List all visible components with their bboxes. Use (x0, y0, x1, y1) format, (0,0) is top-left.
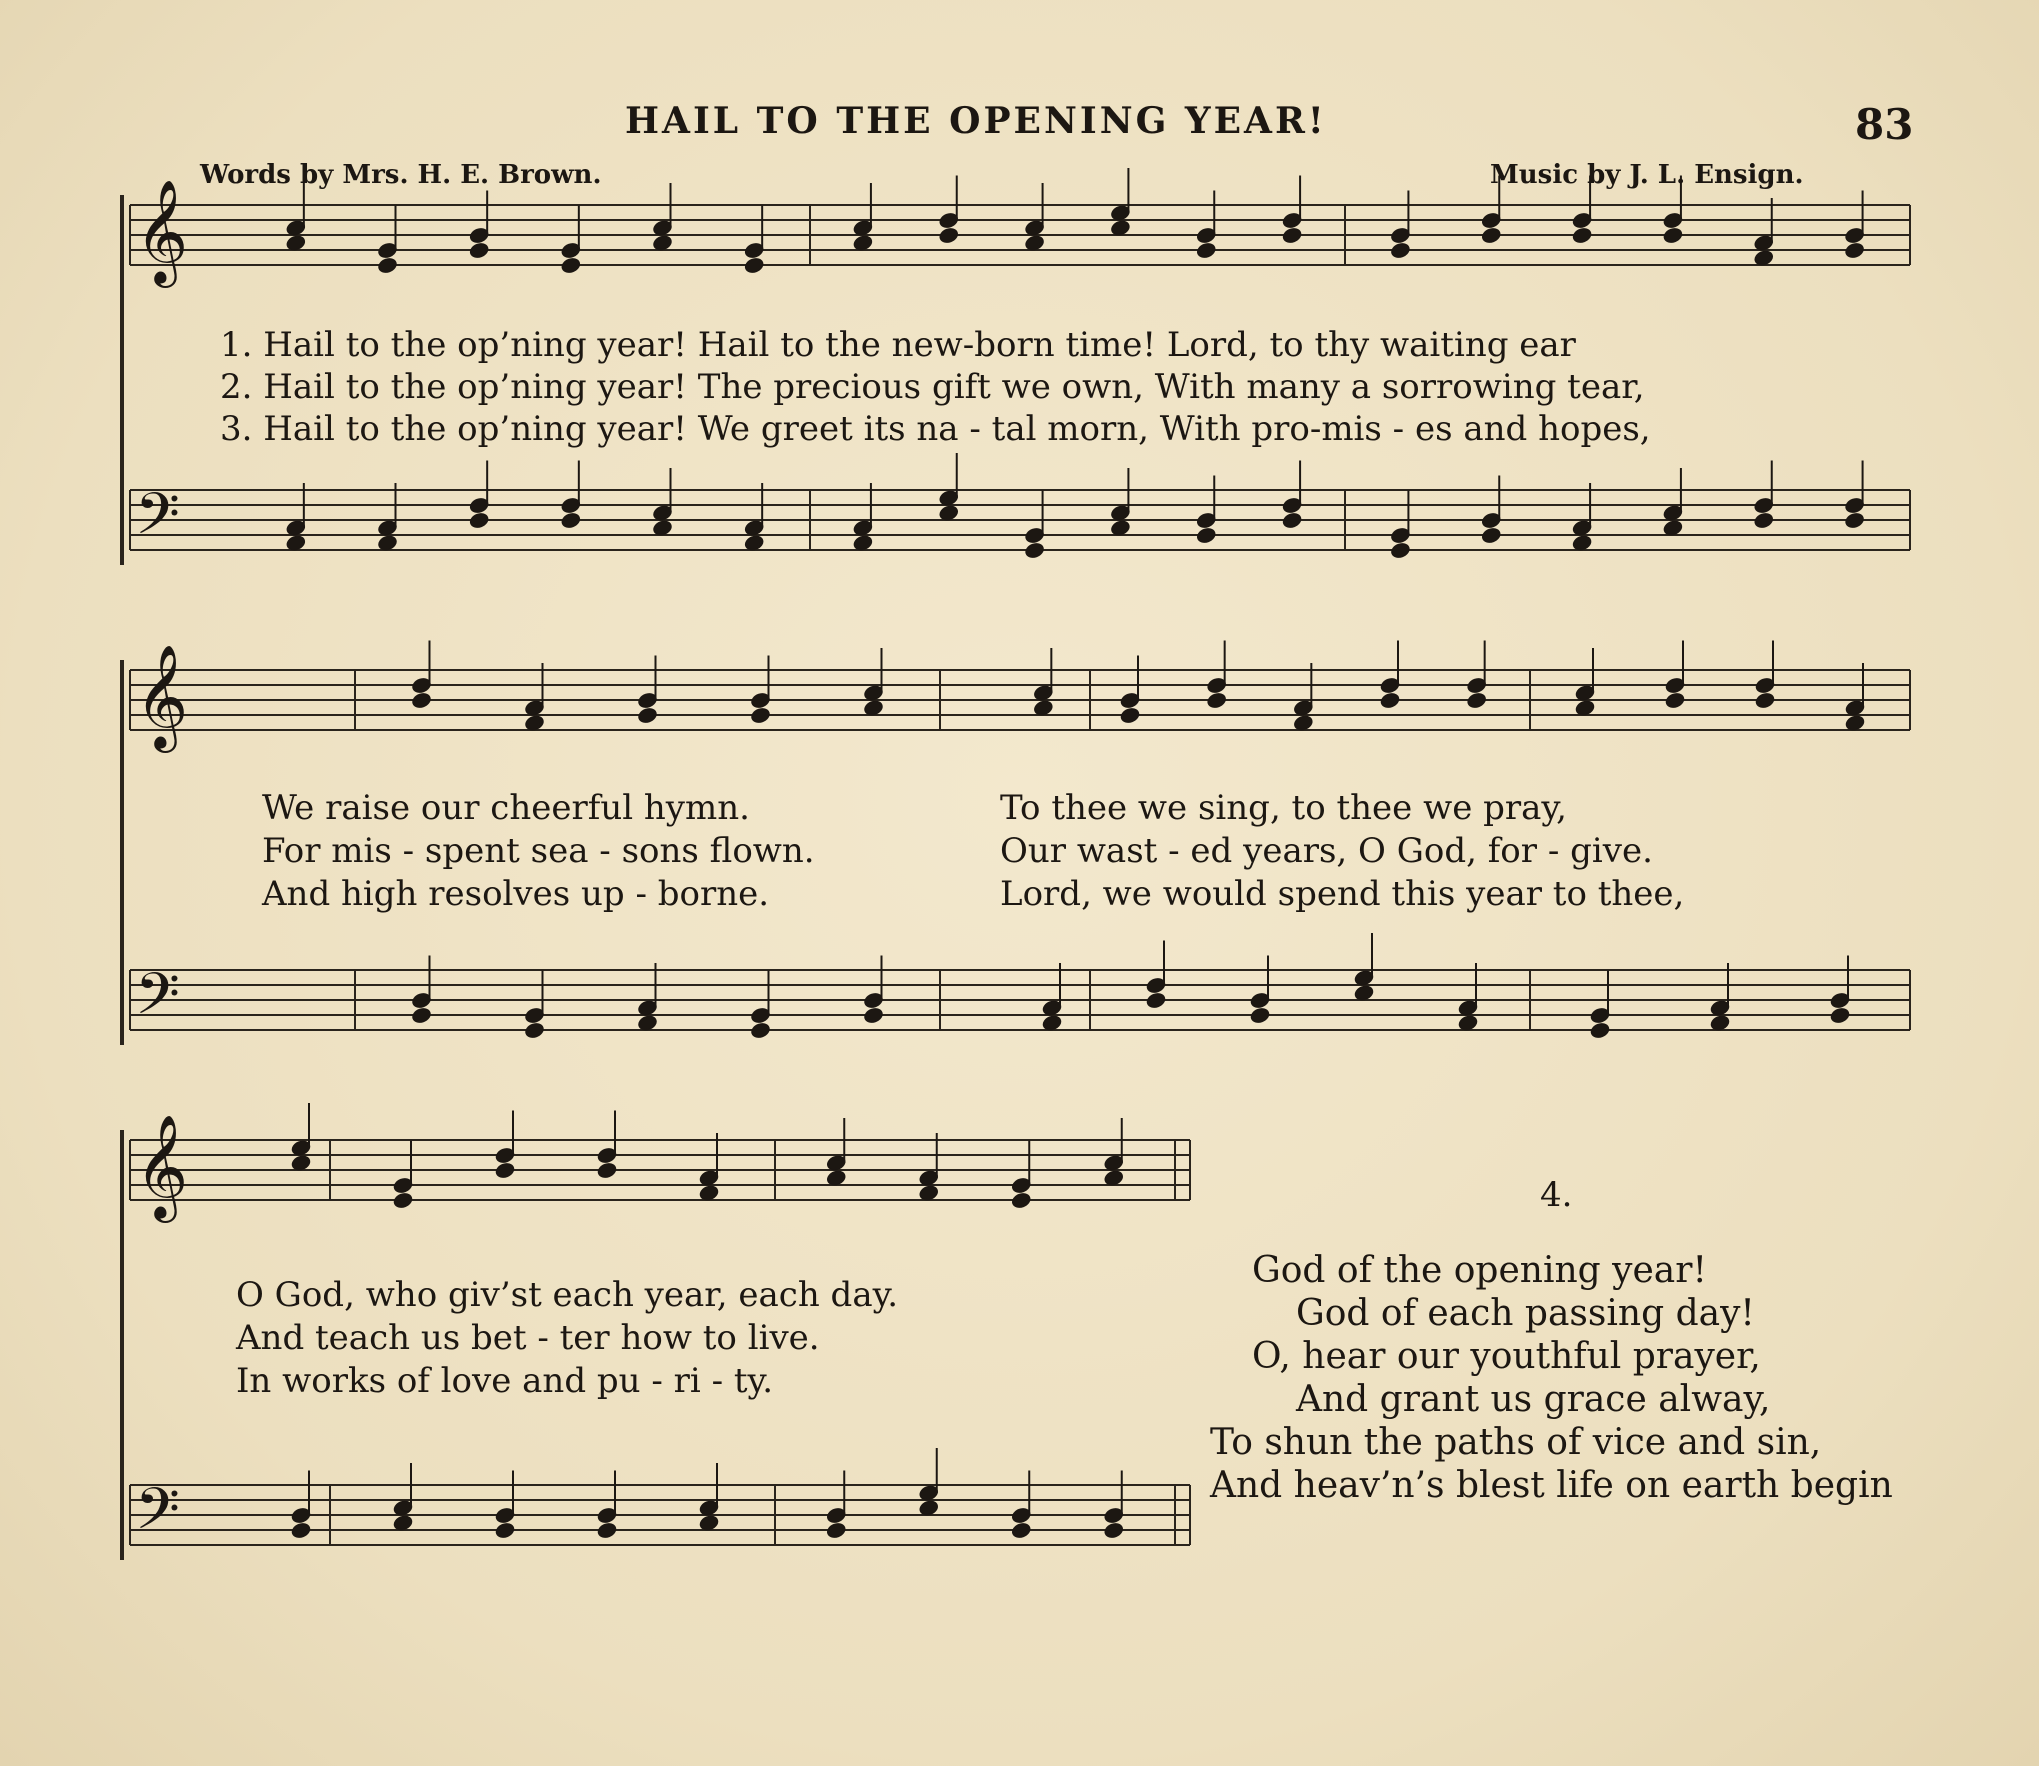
note-head (1664, 691, 1685, 709)
system1-verse-1: 1. Hail to the op’ning year! Hail to the new-born time! Lord, to thy waiting ear (220, 325, 1576, 365)
note-head (596, 1521, 617, 1539)
system3-treble-staff (130, 1140, 1190, 1200)
note-head (1379, 691, 1400, 709)
stanza4-line-3: O, hear our youthful prayer, (1252, 1336, 1761, 1377)
stanza4-line-5: To shun the paths of vice and sin, (1210, 1422, 1822, 1463)
note-head (468, 511, 489, 529)
note-head (1844, 511, 1865, 529)
treble-clef-icon: 𝄞 (135, 179, 189, 284)
system3-verse-2: And teach us bet - ter how to live. (236, 1318, 820, 1358)
system2-refrain-1: To thee we sing, to thee we pray, (1000, 788, 1567, 828)
note-head (377, 256, 398, 274)
note-head (1011, 1521, 1032, 1539)
note-head (1024, 541, 1045, 559)
music-credit: Music by J. L. Ensign. (1490, 160, 1804, 190)
note-head (1481, 226, 1502, 244)
system2-refrain-3: Lord, we would spend this year to thee, (1000, 874, 1685, 914)
note-head (743, 256, 764, 274)
note-head (290, 1521, 311, 1539)
note-head (1390, 541, 1411, 559)
note-head (1754, 691, 1775, 709)
note-head (1119, 706, 1140, 724)
system2-verse-2: For mis - spent sea - sons flown. (262, 831, 815, 871)
system2-verse-3: And high resolves up - borne. (262, 874, 770, 914)
bass-clef-icon: 𝄢 (135, 480, 181, 562)
note-head (596, 1161, 617, 1179)
system1-bass-staff (130, 490, 1910, 550)
bass-clef-icon: 𝄢 (135, 960, 181, 1042)
note-head (1281, 511, 1302, 529)
note-head (1753, 511, 1774, 529)
system2-refrain-2: Our wast - ed years, O God, for - give. (1000, 831, 1653, 871)
treble-clef-icon: 𝄞 (135, 1114, 189, 1219)
note-head (1844, 241, 1865, 259)
note-head (1206, 691, 1227, 709)
system1-treble-staff (130, 205, 1910, 265)
note-head (1662, 226, 1683, 244)
page-number: 83 (1855, 100, 1914, 149)
note-head (392, 1191, 413, 1209)
note-head (1589, 1021, 1610, 1039)
system3-verse-1: O God, who giv’st each year, each day. (236, 1275, 899, 1315)
system3-bass-staff (130, 1485, 1190, 1545)
stanza4-number: 4. (1540, 1175, 1573, 1215)
note-head (1145, 991, 1166, 1009)
note-head (411, 691, 432, 709)
note-head (494, 1161, 515, 1179)
note-head (637, 706, 658, 724)
note-head (750, 1021, 771, 1039)
stanza4-line-1: God of the opening year! (1252, 1250, 1707, 1291)
hymn-title: HAIL TO THE OPENING YEAR! (625, 100, 1327, 142)
system1-verse-3: 3. Hail to the op’ning year! We greet its na - tal morn, With pro-mis - es and hopes, (220, 409, 1651, 449)
note-head (1390, 241, 1411, 259)
stanza4-line-6: And heav’n’s blest life on earth begin (1210, 1465, 1893, 1506)
note-head (1103, 1521, 1124, 1539)
note-head (1466, 691, 1487, 709)
system2-bass-staff (130, 970, 1910, 1030)
note-head (1829, 1006, 1850, 1024)
bass-clef-icon: 𝄢 (135, 1475, 181, 1557)
system3-verse-3: In works of love and pu - ri - ty. (236, 1361, 774, 1401)
note-head (1571, 226, 1592, 244)
note-head (826, 1521, 847, 1539)
note-head (1281, 226, 1302, 244)
note-head (1196, 526, 1217, 544)
treble-clef-icon: 𝄞 (135, 644, 189, 749)
note-head (560, 256, 581, 274)
stanza4-line-4: And grant us grace alway, (1296, 1379, 1771, 1420)
note-head (1249, 1006, 1270, 1024)
system2-treble-staff (130, 670, 1910, 730)
system1-verse-2: 2. Hail to the op’ning year! The precious gift we own, With many a sorrowing tear, (220, 367, 1645, 407)
note-head (1196, 241, 1217, 259)
note-head (1481, 526, 1502, 544)
note-head (411, 1006, 432, 1024)
note-head (938, 226, 959, 244)
words-credit: Words by Mrs. H. E. Brown. (200, 160, 602, 190)
note-head (468, 241, 489, 259)
note-head (560, 511, 581, 529)
note-head (494, 1521, 515, 1539)
stanza4-line-2: God of each passing day! (1296, 1293, 1755, 1334)
system2-verse-1: We raise our cheerful hymn. (262, 788, 750, 828)
note-head (1011, 1191, 1032, 1209)
note-head (750, 706, 771, 724)
note-head (524, 1021, 545, 1039)
note-head (863, 1006, 884, 1024)
